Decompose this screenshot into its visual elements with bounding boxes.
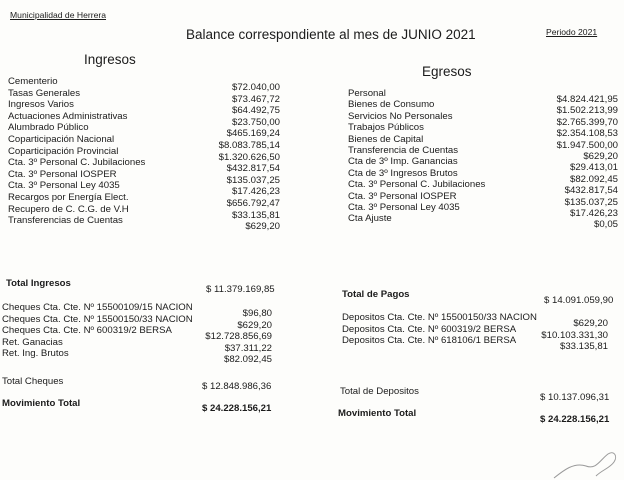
deposito-label: Depositos Cta. Cte. Nº 600319/2 BERSA xyxy=(342,323,517,335)
egresos-label: Personal xyxy=(348,88,386,99)
ingresos-value: $432.817,54 xyxy=(226,163,280,175)
ingresos-label: Transferencias de Cuentas xyxy=(8,215,123,227)
total-ingresos-label: Total Ingresos xyxy=(6,278,71,289)
cheque-label: Cheques Cta. Cte. Nº 15500150/33 NACION xyxy=(2,313,193,325)
movimiento-total-egresos-value: $ 24.228.156,21 xyxy=(540,414,610,425)
egresos-heading: Egresos xyxy=(422,64,472,79)
egresos-label: Cta de 3º Imp. Ganancias xyxy=(348,156,458,168)
deposito-label: Depositos Cta. Cte. Nº 618106/1 BERSA xyxy=(342,335,517,347)
ingresos-label: Recargos por Energía Elect. xyxy=(8,191,129,203)
period-label: Periodo 2021 xyxy=(546,27,598,37)
egresos-label: Cta. 3º Personal IOSPER xyxy=(348,190,457,202)
cheques-values xyxy=(190,308,272,366)
cheque-label: Ret. Ganacias xyxy=(2,336,63,348)
ingresos-label: Actuaciones Administrativas xyxy=(8,110,128,122)
ingresos-value: $33.135,81 xyxy=(231,209,280,221)
egresos-value: $0,05 xyxy=(593,219,618,231)
egresos-value: $4.824.421,95 xyxy=(556,94,618,105)
ingresos-value: $23.750,00 xyxy=(231,116,280,128)
deposito-value: $33.135,81 xyxy=(559,341,608,353)
egresos-value: $2.354.108,53 xyxy=(556,128,618,140)
ingresos-value: $465.169,24 xyxy=(226,128,280,140)
egresos-label: Cta Ajuste xyxy=(348,213,392,225)
total-ingresos-value: $ 11.379.169,85 xyxy=(206,284,275,295)
depositos-labels xyxy=(342,312,537,347)
ingresos-value: $17.426,23 xyxy=(231,186,280,198)
ingresos-value: $73.467,72 xyxy=(231,93,280,105)
ingresos-heading: Ingresos xyxy=(84,52,136,67)
total-pagos-label: Total de Pagos xyxy=(342,289,410,300)
depositos-values xyxy=(520,318,608,353)
cheque-value: $96,80 xyxy=(242,308,272,319)
ingresos-value: $629,20 xyxy=(245,221,280,233)
egresos-value: $135.037,25 xyxy=(564,196,618,208)
ingresos-label: Tasas Generales xyxy=(8,87,80,99)
total-cheques-value: $ 12.848.986,36 xyxy=(202,381,272,392)
movimiento-total-egresos-label: Movimiento Total xyxy=(338,408,417,419)
total-cheques-label: Total Cheques xyxy=(2,376,64,387)
total-depositos-label: Total de Depositos xyxy=(340,386,419,397)
egresos-value: $82.092,45 xyxy=(569,173,618,185)
egresos-label: Cta. 3º Personal Ley 4035 xyxy=(348,201,460,213)
egresos-value: $17.426,23 xyxy=(569,207,618,219)
municipality-name: Municipalidad de Herrera xyxy=(10,10,107,20)
total-pagos-value: $ 14.091.059,90 xyxy=(544,295,614,306)
ingresos-labels xyxy=(8,76,145,227)
ingresos-label: Cementerio xyxy=(8,76,58,87)
egresos-value: $2.765.399,70 xyxy=(556,116,618,128)
page-title: Balance correspondiente al mes de JUNIO 2021 xyxy=(186,27,476,42)
egresos-label: Bienes de Consumo xyxy=(348,99,435,111)
deposito-value: $10.103.331,30 xyxy=(541,329,608,341)
movimiento-total-ingresos-label: Movimiento Total xyxy=(2,398,81,409)
total-depositos-value: $ 10.137.096,31 xyxy=(540,392,610,403)
ingresos-value: $135.037,25 xyxy=(226,174,280,186)
egresos-label: Cta de 3º Ingresos Brutos xyxy=(348,167,458,179)
ingresos-label: Coparticipación Provincial xyxy=(8,145,119,157)
egresos-label: Transferencia de Cuentas xyxy=(348,144,459,156)
egresos-label: Bienes de Capital xyxy=(348,133,424,145)
ingresos-label: Coparticipación Nacional xyxy=(8,133,115,145)
ingresos-value: $64.492,75 xyxy=(231,105,280,117)
ingresos-value: $1.320.626,50 xyxy=(218,151,280,163)
deposito-label: Depositos Cta. Cte. Nº 15500150/33 NACION xyxy=(342,312,537,323)
ingresos-label: Cta. 3º Personal IOSPER xyxy=(8,168,117,180)
cheque-value: $82.092,45 xyxy=(223,354,272,366)
egresos-value: $1.947.500,00 xyxy=(556,139,618,151)
cheque-label: Cheques Cta. Cte. Nº 15500109/15 NACION xyxy=(2,302,193,313)
ingresos-value: $8.083.785,14 xyxy=(218,139,280,151)
cheque-value: $37.311,22 xyxy=(224,342,272,354)
movimiento-total-ingresos-value: $ 24.228.156,21 xyxy=(202,403,272,414)
egresos-value: $1.502.213,99 xyxy=(556,105,618,117)
ingresos-label: Cta. 3º Personal C. Jubilaciones xyxy=(8,157,146,169)
ingresos-values xyxy=(200,82,280,233)
ingresos-label: Ingresos Varios xyxy=(8,99,74,111)
egresos-label: Cta. 3º Personal C. Jubilaciones xyxy=(348,179,486,191)
cheque-value: $12.728.856,69 xyxy=(205,331,272,343)
egresos-labels xyxy=(348,88,485,225)
egresos-label: Servicios No Personales xyxy=(348,110,453,122)
egresos-value: $29.413,01 xyxy=(569,162,618,174)
ingresos-label: Recupero de C. C.G. de V.H xyxy=(8,203,129,215)
egresos-value: $432.817,54 xyxy=(564,185,618,197)
egresos-value: $629,20 xyxy=(583,150,618,162)
ingresos-value: $656.792,47 xyxy=(226,197,280,209)
cheques-labels xyxy=(2,302,193,360)
pen-mark xyxy=(544,440,624,480)
ingresos-value: $72.040,00 xyxy=(231,82,280,93)
deposito-value: $629,20 xyxy=(573,318,608,329)
cheque-label: Cheques Cta. Cte. Nº 600319/2 BERSA xyxy=(2,325,172,337)
cheque-value: $629,20 xyxy=(237,319,272,331)
cheque-label: Ret. Ing. Brutos xyxy=(2,348,69,360)
ingresos-label: Alumbrado Público xyxy=(8,122,89,134)
egresos-values xyxy=(520,94,618,231)
ingresos-label: Cta. 3º Personal Ley 4035 xyxy=(8,180,120,192)
egresos-label: Trabajos Públicos xyxy=(348,122,424,134)
